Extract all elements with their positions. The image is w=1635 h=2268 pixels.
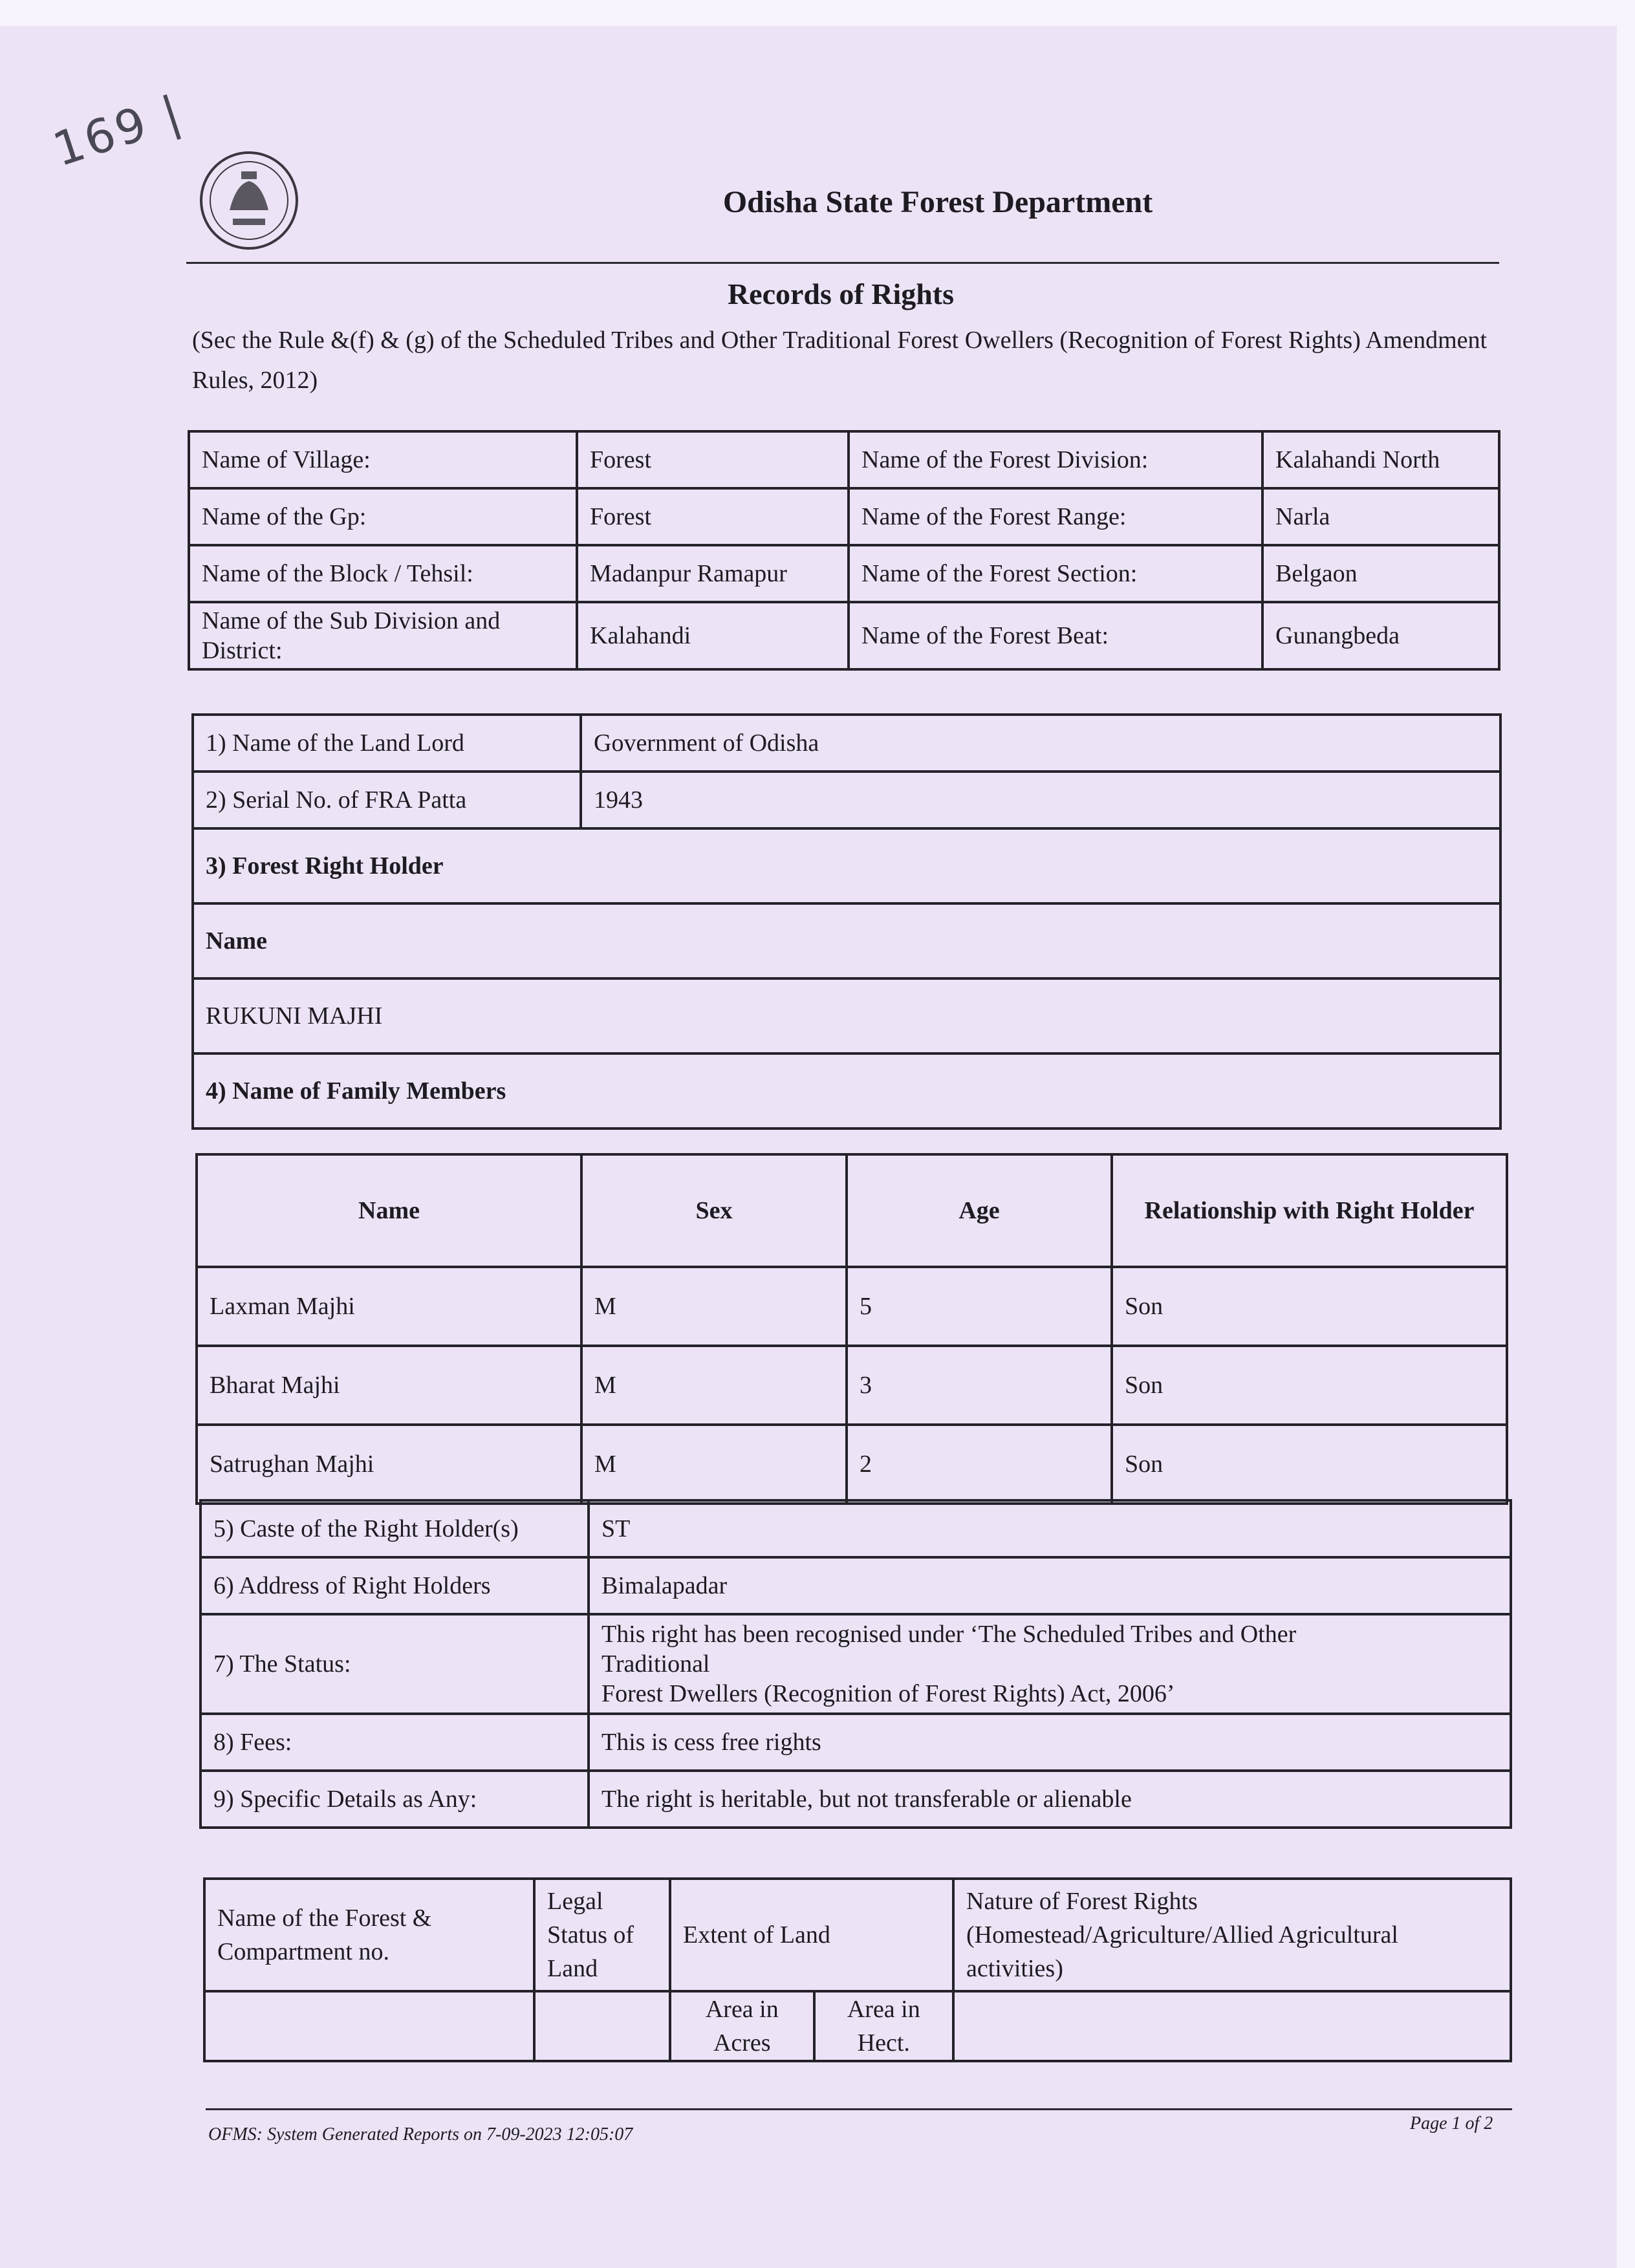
family-col-age: Age xyxy=(847,1154,1112,1267)
table-row xyxy=(197,1267,1507,1346)
rules-reference: (Sec the Rule &(f) & (g) of the Scheduled Tribes and Other Traditional Forest Owellers (Recognition of Forest Rights) Amendment Rules, 2012) xyxy=(192,327,1488,394)
member-age: 2 xyxy=(847,1425,1112,1504)
family-col-name: Name xyxy=(197,1154,581,1267)
nature-cell xyxy=(953,1991,1511,2061)
specific-value: The right is heritable, but not transferable or alienable xyxy=(589,1771,1511,1828)
member-name: Bharat Majhi xyxy=(197,1346,581,1425)
holder-table xyxy=(191,713,1502,1130)
forest-name-header: Name of the Forest & Compartment no. xyxy=(204,1879,534,1991)
header-divider xyxy=(186,262,1499,264)
family-col-sex: Sex xyxy=(581,1154,847,1267)
nature-header: Nature of Forest Rights (Homestead/Agriculture/Allied Agricultural activities) xyxy=(953,1879,1511,1991)
footer-divider xyxy=(206,2108,1512,2110)
range-value: Narla xyxy=(1262,488,1499,545)
holder-heading: 3) Forest Right Holder xyxy=(193,828,1500,903)
name-heading: Name xyxy=(193,903,1500,978)
page-title: Records of Rights xyxy=(727,277,955,310)
subdivision-value: Kalahandi xyxy=(577,602,849,669)
status-line-3: Forest Dwellers (Recognition of Forest Rights) Act, 2006’ xyxy=(601,1680,1175,1707)
landlord-label: 1) Name of the Land Lord xyxy=(193,715,581,772)
block-label: Name of the Block / Tehsil: xyxy=(189,545,577,602)
member-relation: Son xyxy=(1112,1267,1507,1346)
area-hect-header: Area in Hect. xyxy=(814,1991,953,2061)
legal-status-header: Legal Status of Land xyxy=(534,1879,670,1991)
fees-label: 8) Fees: xyxy=(200,1714,589,1771)
range-label: Name of the Forest Range: xyxy=(849,488,1262,545)
handwritten-note: 169 | xyxy=(47,84,189,177)
holder-name: RUKUNI MAJHI xyxy=(193,978,1500,1053)
member-age: 3 xyxy=(847,1346,1112,1425)
department-title: Odisha State Forest Department xyxy=(722,185,1153,219)
member-name: Satrughan Majhi xyxy=(197,1425,581,1504)
status-label: 7) The Status: xyxy=(200,1614,589,1714)
family-col-relationship: Relationship with Right Holder xyxy=(1112,1154,1507,1267)
member-name: Laxman Majhi xyxy=(197,1267,581,1346)
member-sex: M xyxy=(581,1425,847,1504)
government-seal-icon xyxy=(197,149,301,252)
family-table xyxy=(195,1153,1508,1505)
section-value: Belgaon xyxy=(1262,545,1499,602)
member-sex: M xyxy=(581,1346,847,1425)
landlord-value: Government of Odisha xyxy=(581,715,1500,772)
status-line-2: Traditional xyxy=(601,1650,710,1678)
document-page xyxy=(0,26,1617,2268)
status-value xyxy=(589,1614,1511,1714)
fees-value: This is cess free rights xyxy=(589,1714,1511,1771)
serial-value: 1943 xyxy=(581,772,1500,828)
table-row xyxy=(197,1425,1507,1504)
gp-value: Forest xyxy=(577,488,849,545)
forest-name-cell xyxy=(204,1991,534,2061)
village-value: Forest xyxy=(577,431,849,488)
section-label: Name of the Forest Section: xyxy=(849,545,1262,602)
member-sex: M xyxy=(581,1267,847,1346)
legal-status-cell xyxy=(534,1991,670,2061)
subdivision-label: Name of the Sub Division and District: xyxy=(189,602,577,669)
member-age: 5 xyxy=(847,1267,1112,1346)
area-acres-header: Area in Acres xyxy=(670,1991,814,2061)
extent-header: Extent of Land xyxy=(670,1879,953,1991)
caste-value: ST xyxy=(589,1500,1511,1557)
location-table xyxy=(188,430,1500,671)
division-value: Kalahandi North xyxy=(1262,431,1499,488)
division-label: Name of the Forest Division: xyxy=(849,431,1262,488)
address-value: Bimalapadar xyxy=(589,1557,1511,1614)
address-label: 6) Address of Right Holders xyxy=(200,1557,589,1614)
family-heading: 4) Name of Family Members xyxy=(193,1053,1500,1129)
block-value: Madanpur Ramapur xyxy=(577,545,849,602)
details-table xyxy=(199,1499,1512,1829)
gp-label: Name of the Gp: xyxy=(189,488,577,545)
member-relation: Son xyxy=(1112,1346,1507,1425)
status-line-1: This right has been recognised under ‘The Scheduled Tribes and Other xyxy=(601,1621,1297,1648)
table-row xyxy=(197,1346,1507,1425)
caste-label: 5) Caste of the Right Holder(s) xyxy=(200,1500,589,1557)
specific-label: 9) Specific Details as Any: xyxy=(200,1771,589,1828)
serial-label: 2) Serial No. of FRA Patta xyxy=(193,772,581,828)
beat-label: Name of the Forest Beat: xyxy=(849,602,1262,669)
land-table xyxy=(203,1877,1512,2062)
beat-value: Gunangbeda xyxy=(1262,602,1499,669)
village-label: Name of Village: xyxy=(189,431,577,488)
generated-note: OFMS: System Generated Reports on 7-09-2023 12:05:07 xyxy=(208,2124,633,2144)
page-number: Page 1 of 2 xyxy=(1410,2113,1493,2133)
member-relation: Son xyxy=(1112,1425,1507,1504)
